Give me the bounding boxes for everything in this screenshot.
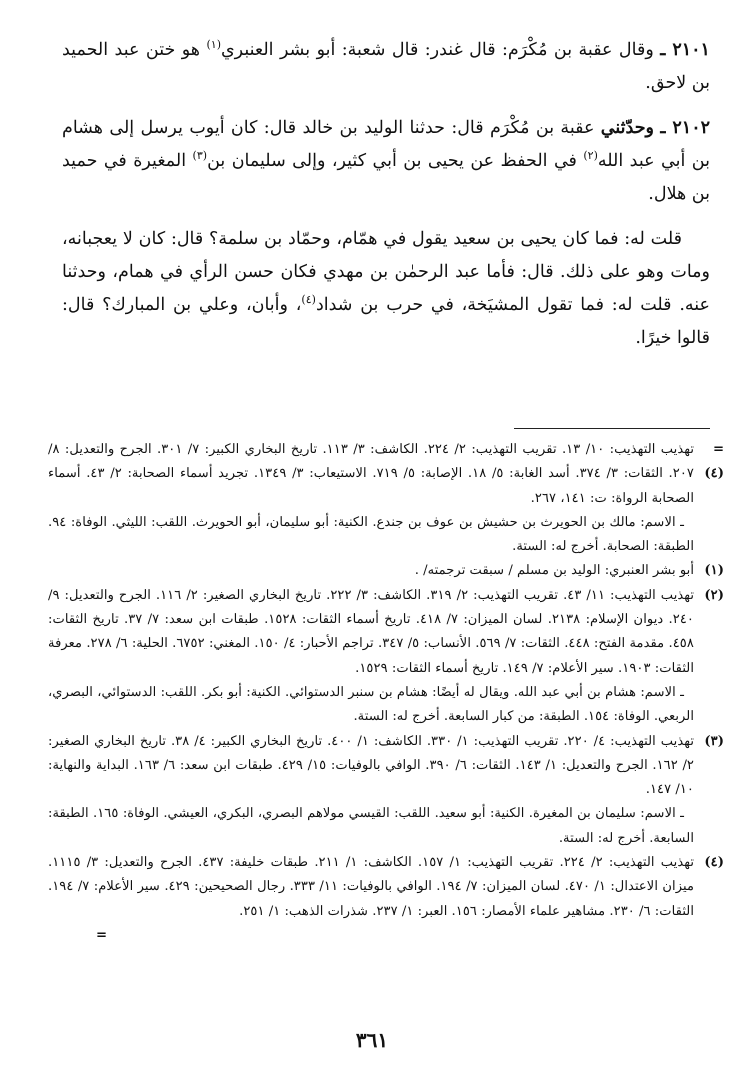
footnote-ref: (٣) <box>192 149 208 163</box>
footnote-ref: (٤) <box>301 293 316 307</box>
footnote-item <box>48 730 724 803</box>
footnote-item <box>48 681 724 730</box>
hadith-text: في الحفظ عن يحيى بن أبي كثير، وإلى سليمان بن <box>207 151 577 171</box>
footnote-separator <box>514 428 710 429</box>
dialogue-paragraph <box>62 223 710 355</box>
footnote-mark: (٢) <box>704 587 724 603</box>
hadith-number: ٢١٠١ ـ <box>660 40 710 60</box>
footnote-item <box>48 438 724 511</box>
page-body <box>48 34 724 943</box>
hadith-number: ٢١٠٢ ـ <box>660 118 710 138</box>
page-number: ٣٦١ <box>355 1028 389 1052</box>
paragraph-text: قلت له: فما كان يحيى بن سعيد يقول في همّام، وحمّاد بن سلمة؟ قال: كان لا يعجبانه، ومات وهو على ذلك. قال: فأما عبد الرحمٰن بن مهدي فكان حسن الرأي في همام، وحدثنا عنه. قلت له: فما تقول المشيَخة، في حرب بن شداد <box>62 229 710 315</box>
continuation-mark: = <box>96 927 108 943</box>
footnotes <box>48 438 724 948</box>
footnote-ref: (١) <box>206 38 221 52</box>
footnote-item <box>48 511 724 560</box>
footnote-mark: (٤) <box>704 855 724 871</box>
hadith-2102 <box>62 112 710 211</box>
footnote-mark: (١) <box>704 563 724 579</box>
paragraph-text: ، وأبان، وعلي بن المبارك؟ قال: قالوا خيرًا. <box>62 295 710 348</box>
footnote-text: أبو بشر العنبري: الوليد بن مسلم / سبقت ترجمته/ . <box>414 563 694 579</box>
footnote-item <box>48 559 724 583</box>
hadith-text: عقبة بن مُكْرَم قال: حدثنا الوليد بن خالد قال: كان أيوب يرسل إلى هشام بن أبي عبد الله <box>62 118 710 171</box>
hadith-2101 <box>62 34 710 100</box>
footnote-text: ـ الاسم: مالك بن الحويرث بن حشيش بن عوف بن جندع. الكنية: أبو سليمان، أبو الحويرث. اللقب: الليثي. الوفاة: ٩٤. الطبقة: الصحابة. أخرج له: الستة. <box>48 514 694 555</box>
footnote-text: تهذيب التهذيب: ١١/ ٤٣. تقريب التهذيب: ٢/ ٣١٩. الكاشف: ٣/ ٢٢٢. تاريخ البخاري الصغير: ٢/ ١١٦. الجرح والتعديل: ٩/ ٢٤٠. ديوان الإسلام: ٢١٣٨. لسان الميزان: ٧/ ٤١٨. تاريخ أسماء الثقات: ١٥٢٨. طبقات ابن سعد: ٧/ ٣٧. تاريخ الثقات: ٤٥٨. مقدمة الفتح: ٤٤٨. الثقات: ٧/ ٥٦٩. الأنساب: ٥/ ٣٤٧. تراجم الأحبار: ٤/ ١٥٠. المغني: ٦٧٥٢. الحلية: ٦/ ٢٧٨. معرفة الثقات: ١٩٠٣. سير الأعلام: ٧/ ١٤٩. تاريخ أسماء الثقات: ١٥٢٩. <box>48 587 695 676</box>
haddathani-word: وحدّثني <box>600 118 654 138</box>
footnote-text: ـ الاسم: هشام بن أبي عبد الله. ويقال له أيضًا: هشام بن سنبر الدستوائي. الكنية: أبو بكر. اللقب: الدستوائي، البصري، الربعي. الوفاة: ١٥٤. الطبقة: من كبار السابعة. أخرج له: الستة. <box>48 684 694 725</box>
footnote-text: تهذيب التهذيب: ٤/ ٢٢٠. تقريب التهذيب: ١/ ٣٣٠. الكاشف: ١/ ٤٠٠. تاريخ البخاري الكبير: ٤/ ٣٨. تاريخ البخاري الصغير: ٢/ ١٦٢. الجرح والتعديل: ١/ ١٤٣. الثقات: ٦/ ٣٩٠. الوافي بالوفيات: ١٥/ ٤٢٩. طبقات ابن سعد: ٦/ ١٦٣. البداية والنهاية: ١٠/ ١٤٧. <box>48 733 695 798</box>
footnote-text: تهذيب التهذيب: ١٠/ ١٣. تقريب التهذيب: ٢/ ٢٢٤. الكاشف: ٣/ ١١٣. تاريخ البخاري الكبير: ٧/ ٣٠١. الجرح والتعديل: ٨/ ٢٠٧. الثقات: ٣/ ٣٧٤. أسد الغابة: ٥/ ١٨. الإصابة: ٥/ ٧١٩. الاستيعاب: ٣/ ١٣٤٩. تجريد أسماء الصحابة: ٢/ ٤٣. أسماء الصحابة الرواة: ت: ١٤١، ٢٦٧. <box>48 442 695 506</box>
footnote-item <box>48 584 724 681</box>
footnote-ref: (٢) <box>583 149 598 163</box>
main-text <box>62 34 710 355</box>
hadith-text: المغيرة في حميد بن هلال. <box>62 151 710 204</box>
hadith-text: هو ختن عبد الحميد بن لاحق. <box>62 40 710 93</box>
footnote-text: تهذيب التهذيب: ٢/ ٢٢٤. تقريب التهذيب: ١/ ١٥٧. الكاشف: ١/ ٢١١. طبقات خليفة: ٤٣٧. الجرح والتعديل: ٣/ ١١١٥. ميزان الاعتدال: ١/ ٤٧٠. لسان الميزان: ٧/ ١٩٤. الوافي بالوفيات: ١١/ ٣٣٣. رجال الصحيحين: ٤٢٩. سير الأعلام: ٧/ ١٩٤. الثقات: ٦/ ٢٣٠. مشاهير علماء الأمصار: ١٥٦. العبر: ١/ ٢٣٧. شذرات الذهب: ١/ ٢٥١. <box>48 855 695 919</box>
footnote-mark: = (٤) <box>704 442 724 482</box>
footnote-text: ـ الاسم: سليمان بن المغيرة. الكنية: أبو سعيد. اللقب: القيسي مولاهم البصري، البكري، العيشي. الوفاة: ١٦٥. الطبقة: السابعة. أخرج له: الستة. <box>48 806 694 846</box>
footnote-item <box>48 802 724 851</box>
footnote-mark: (٣) <box>704 733 724 749</box>
footnote-item <box>48 851 724 924</box>
hadith-text: وقال عقبة بن مُكْرَم: قال غندر: قال شعبة: أبو بشر العنبري <box>220 40 654 60</box>
